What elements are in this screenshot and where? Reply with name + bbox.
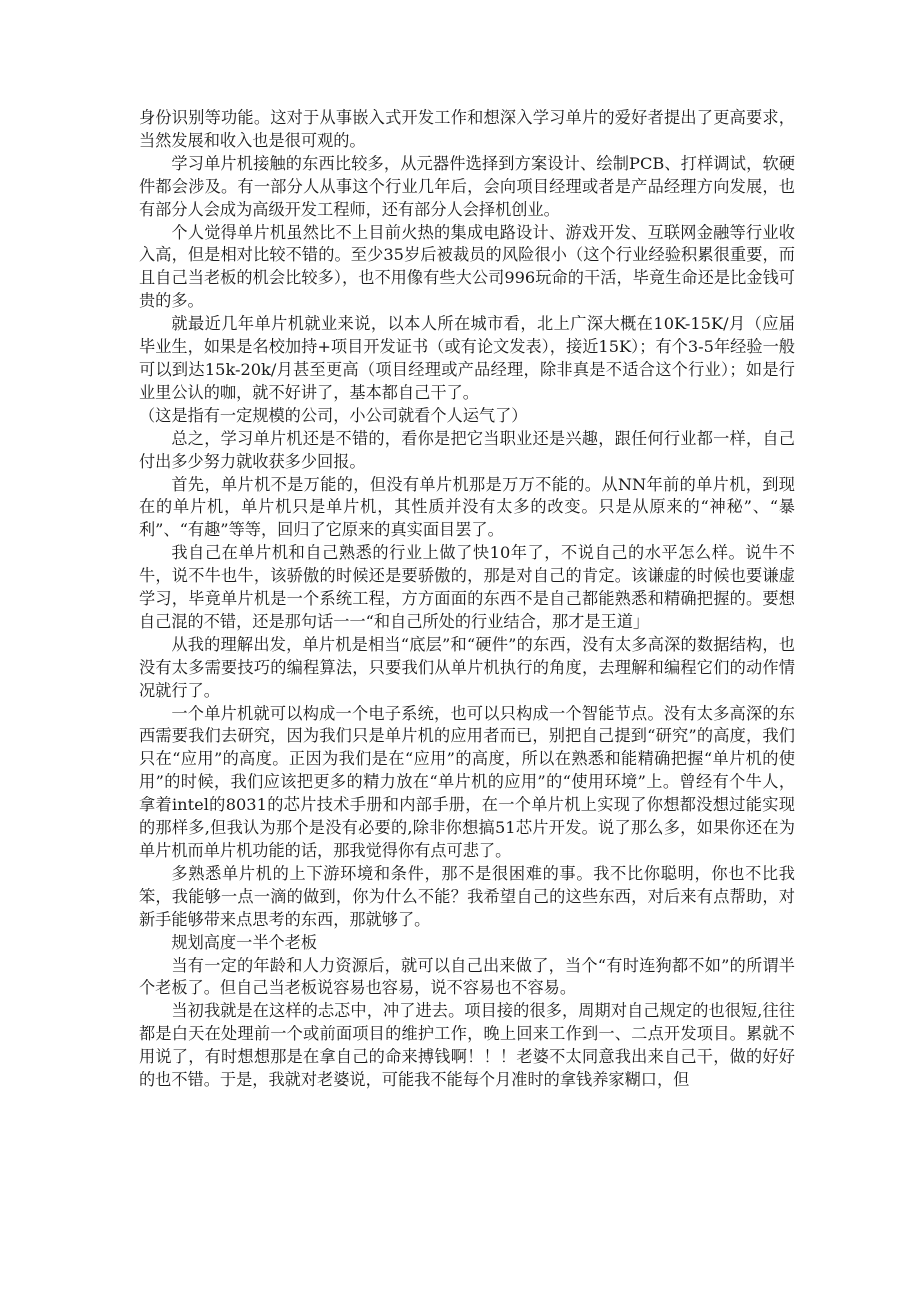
paragraph-6: 总之，学习单片机还是不错的，看你是把它当职业还是兴趣，跟任何行业都一样，自己付出多少努力就收获多少回报。 bbox=[139, 428, 795, 471]
paragraph-4: 就最近几年单片机就业来说，以本人所在城市看，北上广深大概在10K-15K/月（应届毕业生，如果是名校加持+项目开发证书（或有论文发表），接近15K）；有个3-5年经验一般可以到达15k-20k/月甚至更高（项目经理或产品经理，除非真是不适合这个行业）；如是行业里公认的咖，就不好讲了，基本都自己干了。 bbox=[139, 314, 795, 402]
paragraph-1: 身份识别等功能。这对于从事嵌入式开发工作和想深入学习单片的爱好者提出了更高要求，当然发展和收入也是很可观的。 bbox=[139, 108, 795, 150]
paragraph-14: 当初我就是在这样的忐忑中，冲了进去。项目接的很多，周期对自己规定的也很短,往往都是白天在处理前一个或前面项目的维护工作，晚上回来工作到一、二点开发项目。累就不用说了，有时想想那是在拿自己的命来搏钱啊！！！老婆不太同意我出来自己干，做的好好的也不错。于是，我就对老婆说，可能我不能每个月准时的拿钱养家糊口，但 bbox=[139, 1001, 795, 1090]
paragraph-3: 个人觉得单片机虽然比不上目前火热的集成电路设计、游戏开发、互联网金融等行业收入高，但是相对比较不错的。至少35岁后被裁员的风险很小（这个行业经验积累很重要，而且自己当老板的机会比较多），也不用像有些大公司996玩命的干活，毕竟生命还是比金钱可贵的多。 bbox=[139, 222, 795, 311]
paragraph-5-note: （这是指有一定规模的公司，小公司就看个人运气了） bbox=[139, 405, 528, 425]
paragraph-11: 多熟悉单片机的上下游环境和条件，那不是很困难的事。我不比你聪明，你也不比我笨，我能够一点一滴的做到，你为什么不能？我希望自己的这些东西，对后来有点帮助，对新手能够带来点思考的东西，那就够了。 bbox=[139, 863, 795, 929]
paragraph-13: 当有一定的年龄和人力资源后，就可以自己出来做了，当个“有时连狗都不如”的所谓半个老板了。但自己当老板说容易也容易，说不容易也不容易。 bbox=[139, 955, 795, 998]
section-heading: 规划高度一半个老板 bbox=[171, 932, 318, 952]
paragraph-10: 一个单片机就可以构成一个电子系统，也可以只构成一个智能节点。没有太多高深的东西需要我们去研究，因为我们只是单片机的应用者而已，别把自己提到“研究”的高度，我们只在“应用”的高度。正因为我们是在“应用”的高度，所以在熟悉和能精确把握“单片机的使用”的时候，我们应该把更多的精力放在“单片机的应用”的“使用环境”上。曾经有个牛人，拿着intel的8031的芯片技术手册和内部手册，在一个单片机上实现了你想都没想过能实现的那样多,但我认为那个是没有必要的,除非你想搞51芯片开发。说了那么多，如果你还在为单片机而单片机功能的话，那我觉得你有点可悲了。 bbox=[139, 703, 795, 860]
paragraph-2: 学习单片机接触的东西比较多，从元器件选择到方案设计、绘制PCB、打样调试，软硬件都会涉及。有一部分人从事这个行业几年后，会向项目经理或者是产品经理方向发展，也有部分人会成为高级开发工程师，还有部分人会择机创业。 bbox=[139, 153, 795, 219]
paragraph-9: 从我的理解出发，单片机是相当“底层”和“硬件”的东西，没有太多高深的数据结构，也没有太多需要技巧的编程算法，只要我们从单片机执行的角度，去理解和编程它们的动作情况就行了。 bbox=[139, 634, 795, 700]
paragraph-7: 首先，单片机不是万能的，但没有单片机那是万万不能的。从NN年前的单片机，到现在的单片机，单片机只是单片机，其性质并没有太多的改变。只是从原来的“神秘”、“暴利”、“有趣”等等，回归了它原来的真实面目罢了。 bbox=[139, 474, 795, 540]
paragraph-8: 我自己在单片机和自己熟悉的行业上做了快10年了，不说自己的水平怎么样。说牛不牛，说不牛也牛，该骄傲的时候还是要骄傲的，那是对自己的肯定。该谦虚的时候也要谦虚学习，毕竟单片机是一个系统工程，方方面面的东西不是自己都能熟悉和精确把握的。要想自己混的不错，还是那句话一一“和自己所处的行业结合，那才是王道」 bbox=[139, 543, 795, 631]
document-page bbox=[139, 107, 795, 1092]
